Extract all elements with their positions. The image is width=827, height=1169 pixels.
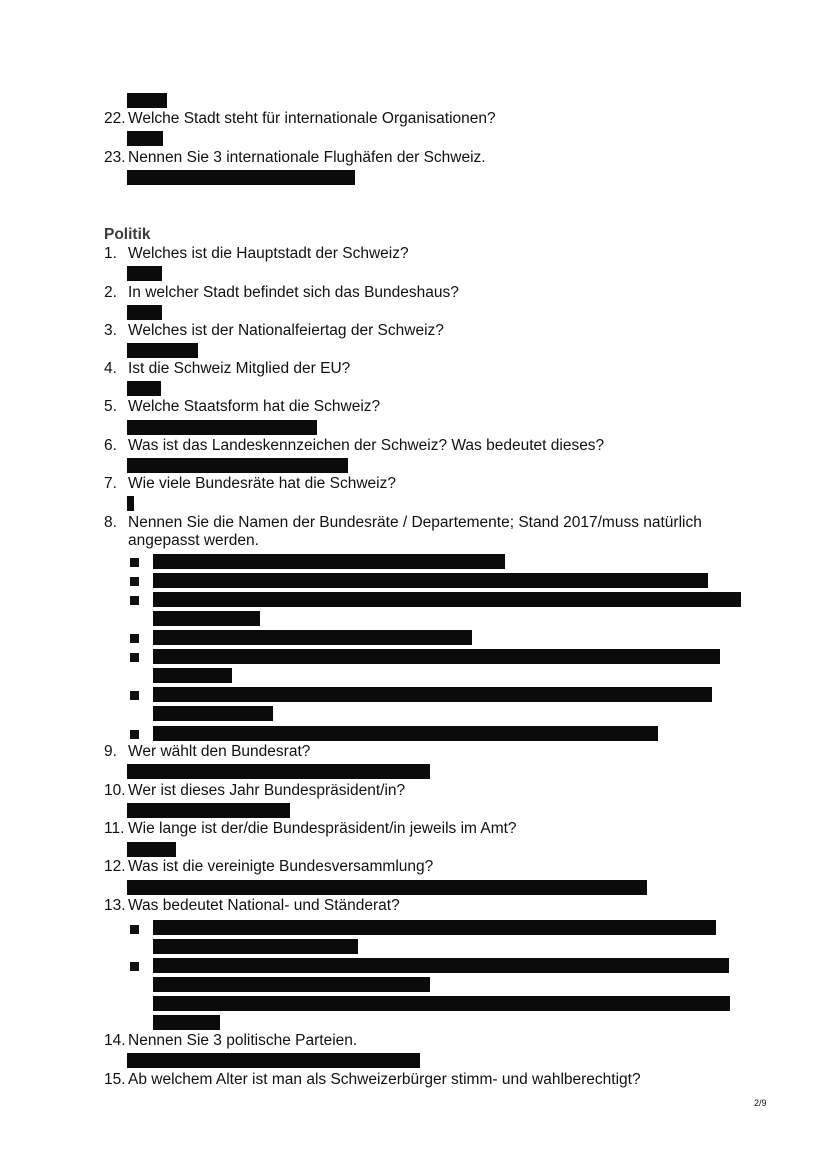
redacted-answer: [153, 687, 712, 702]
redacted-answer: [127, 842, 176, 857]
question-4: [104, 360, 350, 378]
question-number: 8.: [104, 514, 117, 531]
question-12: [104, 858, 433, 876]
question-9: [104, 743, 310, 761]
redacted-answer: [153, 649, 720, 664]
question-number: 2.: [104, 284, 117, 301]
question-text: Welches ist die Hauptstadt der Schweiz?: [128, 245, 409, 262]
question-text: Wie viele Bundesräte hat die Schweiz?: [128, 475, 396, 492]
question-number: 23.: [104, 149, 126, 166]
redacted-answer: [127, 764, 430, 779]
question-13: [104, 897, 400, 915]
redacted-answer: [153, 939, 358, 954]
redacted-answer: [153, 996, 730, 1011]
question-text: In welcher Stadt befindet sich das Bundeshaus?: [128, 284, 459, 301]
redacted-answer: [153, 668, 232, 683]
bullet-icon: [130, 634, 139, 643]
question-number: 13.: [104, 897, 126, 914]
question-number: 4.: [104, 360, 117, 377]
question-number: 1.: [104, 245, 117, 262]
redacted-answer: [127, 803, 290, 818]
question-7: [104, 475, 396, 493]
question-text: Ab welchem Alter ist man als Schweizerbürger stimm- und wahlberechtigt?: [128, 1071, 641, 1088]
redacted-answer: [127, 458, 348, 473]
question-text: Nennen Sie die Namen der Bundesräte / Departemente; Stand 2017/muss natürlich angepasst werden.: [128, 514, 702, 549]
bullet-icon: [130, 691, 139, 700]
redacted-answer: [153, 977, 430, 992]
redacted-answer: [127, 420, 317, 435]
redacted-answer: [153, 726, 658, 741]
redacted-answer: [127, 1053, 420, 1068]
redacted-answer: [153, 592, 741, 607]
question-number: 7.: [104, 475, 117, 492]
redacted-answer: [127, 381, 161, 396]
question-8: [104, 514, 728, 550]
question-5: [104, 398, 380, 416]
question-23: [104, 149, 486, 167]
bullet-icon: [130, 653, 139, 662]
question-text: Ist die Schweiz Mitglied der EU?: [128, 360, 351, 377]
question-text: Wie lange ist der/die Bundespräsident/in jeweils im Amt?: [128, 820, 517, 837]
question-number: 15.: [104, 1071, 126, 1088]
section-title: Politik: [104, 226, 151, 243]
redacted-answer: [127, 131, 163, 146]
page-number: 2/9: [754, 1098, 767, 1108]
question-number: 5.: [104, 398, 117, 415]
question-number: 6.: [104, 437, 117, 454]
redacted-answer: [153, 630, 472, 645]
question-text: Was bedeutet National- und Ständerat?: [128, 897, 400, 914]
redacted-answer: [127, 266, 162, 281]
question-6: [104, 437, 604, 455]
redacted-answer: [153, 706, 273, 721]
redacted-answer: [127, 880, 647, 895]
question-text: Welche Staatsform hat die Schweiz?: [128, 398, 381, 415]
question-number: 9.: [104, 743, 117, 760]
question-number: 22.: [104, 110, 126, 127]
redacted-answer: [153, 920, 716, 935]
question-number: 3.: [104, 322, 117, 339]
question-text: Nennen Sie 3 internationale Flughäfen der Schweiz.: [128, 149, 486, 166]
redacted-answer: [153, 1015, 220, 1030]
question-text: Was ist die vereinigte Bundesversammlung?: [128, 858, 434, 875]
redacted-answer: [127, 93, 167, 108]
redacted-answer: [127, 496, 134, 511]
question-number: 10.: [104, 782, 126, 799]
redacted-answer: [127, 170, 355, 185]
bullet-icon: [130, 577, 139, 586]
redacted-answer: [153, 573, 708, 588]
bullet-icon: [130, 962, 139, 971]
question-text: Was ist das Landeskennzeichen der Schweiz? Was bedeutet dieses?: [128, 437, 605, 454]
redacted-answer: [153, 611, 260, 626]
bullet-icon: [130, 558, 139, 567]
question-1: [104, 245, 409, 263]
bullet-icon: [130, 730, 139, 739]
redacted-answer: [127, 343, 198, 358]
question-number: 14.: [104, 1032, 126, 1049]
question-10: [104, 782, 405, 800]
question-14: [104, 1032, 357, 1050]
question-15: [104, 1071, 641, 1089]
question-3: [104, 322, 444, 340]
question-text: Wer ist dieses Jahr Bundespräsident/in?: [128, 782, 406, 799]
bullet-icon: [130, 596, 139, 605]
question-text: Wer wählt den Bundesrat?: [128, 743, 311, 760]
redacted-answer: [127, 305, 162, 320]
bullet-icon: [130, 925, 139, 934]
redacted-answer: [153, 958, 729, 973]
question-text: Welches ist der Nationalfeiertag der Schweiz?: [128, 322, 444, 339]
question-number: 12.: [104, 858, 126, 875]
question-22: [104, 110, 496, 128]
question-2: [104, 284, 459, 302]
question-11: [104, 820, 517, 838]
question-number: 11.: [104, 820, 125, 837]
redacted-answer: [153, 554, 505, 569]
question-text: Welche Stadt steht für internationale Organisationen?: [128, 110, 496, 127]
question-text: Nennen Sie 3 politische Parteien.: [128, 1032, 358, 1049]
